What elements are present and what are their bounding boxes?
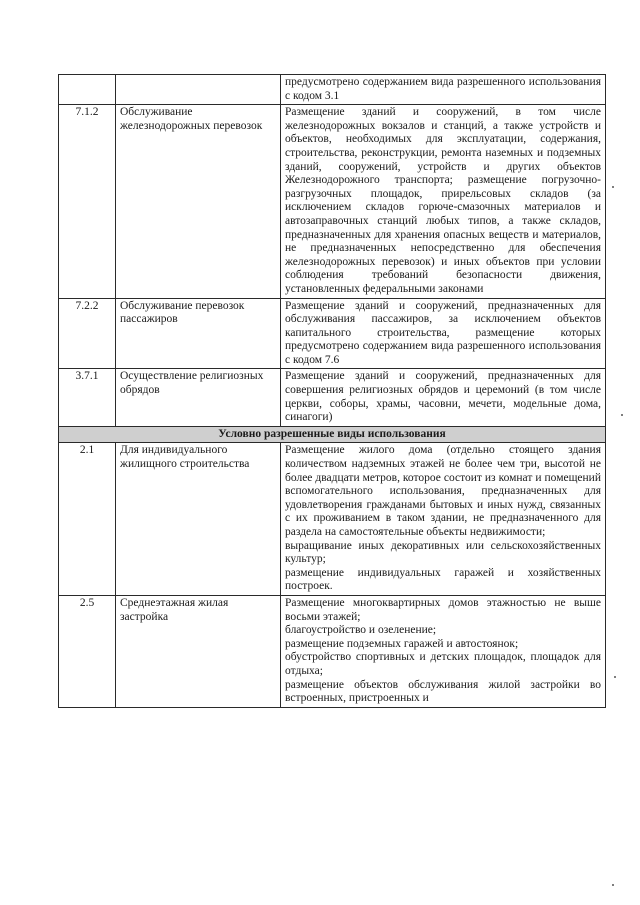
row-name: Среднеэтажная жилая застройка [116, 595, 281, 707]
section-header: Условно разрешенные виды использования [59, 426, 606, 443]
row-name: Обслуживание перевозок пассажиров [116, 298, 281, 369]
description-paragraph: Размещение многоквартирных домов этажностью не выше восьми этажей; [285, 596, 601, 623]
description-paragraph: Размещение зданий и сооружений, предназначенных для совершения религиозных обрядов и церемоний (в том числе церкви, соборы, храмы, часовни, мечети, модельные дома, синагоги) [285, 370, 601, 424]
row-name [116, 75, 281, 105]
description-paragraph: предусмотрено содержанием вида разрешенного использования с кодом 3.1 [285, 76, 601, 102]
row-code: 7.1.2 [59, 105, 116, 298]
scan-speck [612, 186, 614, 188]
description-paragraph: размещение объектов обслуживания жилой застройки во встроенных, пристроенных и [285, 678, 601, 705]
row-name: Обслуживание железнодорожных перевозок [116, 105, 281, 298]
table-row [59, 443, 606, 596]
row-description [281, 105, 606, 298]
description-paragraph: благоустройство и озеленение; [285, 624, 437, 637]
description-paragraph: Размещение зданий и сооружений, предназначенных для обслуживания пассажиров, за исключением объектов капитального строительства, размещение которых предусмотрено содержанием вида разрешенного использования с кодом 7.6 [285, 299, 601, 366]
table-row [59, 369, 606, 426]
description-paragraph: Размещение жилого дома (отдельно стоящего здания количеством надземных этажей не более чем три, высотой не более двадцати метров, которое состоит из комнат и помещений вспомогательного использования, предназначенных для удовлетворения гражданами бытовых и иных нужд, связанных с их проживанием в таком здании, не предназначенного для раздела на самостоятельные объекты недвижимости; [285, 444, 601, 538]
table-row [59, 105, 606, 298]
row-code: 3.7.1 [59, 369, 116, 426]
scan-speck [621, 414, 623, 416]
description-paragraph: обустройство спортивных и детских площадок, площадок для отдыха; [285, 651, 601, 677]
row-code: 7.2.2 [59, 298, 116, 369]
row-code: 2.5 [59, 595, 116, 707]
row-description [281, 298, 606, 369]
description-paragraph: размещение индивидуальных гаражей и хозяйственных построек. [285, 566, 601, 593]
row-code: 2.1 [59, 443, 116, 596]
description-paragraph: выращивание иных декоративных или сельскохозяйственных культур; [285, 539, 601, 566]
scan-speck [614, 676, 616, 678]
table-row [59, 75, 606, 105]
scan-speck [612, 884, 614, 886]
row-name: Осуществление религиозных обрядов [116, 369, 281, 426]
table-row [59, 595, 606, 707]
row-description [281, 75, 606, 105]
row-description [281, 369, 606, 426]
row-code [59, 75, 116, 105]
section-row [59, 426, 606, 443]
table-row [59, 298, 606, 369]
row-description [281, 443, 606, 596]
row-name: Для индивидуального жилищного строительства [116, 443, 281, 596]
land-use-table [58, 74, 606, 708]
description-paragraph: Размещение зданий и сооружений, в том числе железнодорожных вокзалов и станций, а также устройств и объектов, необходимых для эксплуатации, содержания, строительства, реконструкции, ремонта наземных и подземных зданий, сооружений, устройств и других объектов Железнодорожного транспорта; размещение погрузочно-разгрузочных площадок, прирельсовых складов (за исключением складов горюче-смазочных материалов и автозаправочных станций любых типов, а также складов, предназначенных для хранения опасных веществ и материалов, не предназначенных непосредственно для обеспечения железнодорожных перевозок) и иных объектов при условии соблюдения требований безопасности движения, установленных федеральными законами [285, 106, 601, 295]
description-paragraph: размещение подземных гаражей и автостоянок; [285, 637, 519, 650]
row-description [281, 595, 606, 707]
